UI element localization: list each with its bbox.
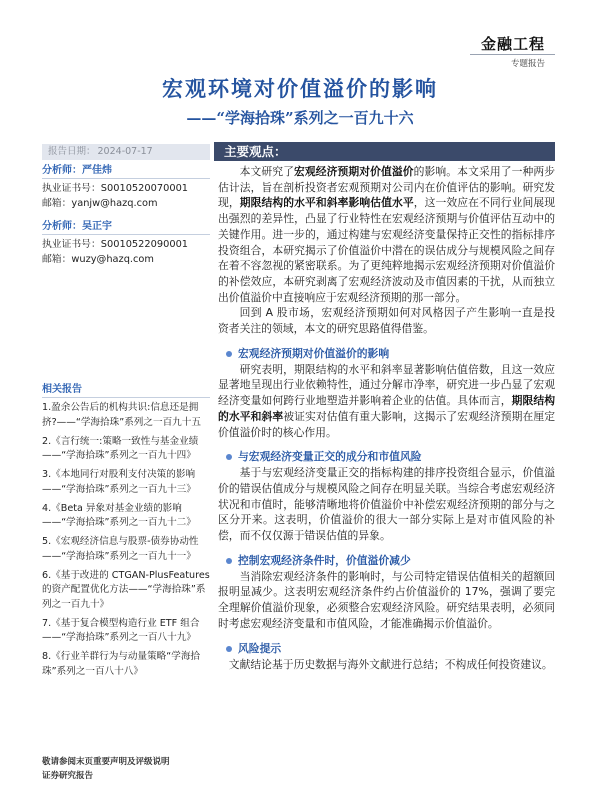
report-title: 宏观环境对价值溢价的影响 bbox=[162, 76, 438, 101]
analyst-label: 分析师： bbox=[42, 165, 82, 176]
risk-title: 风险提示 bbox=[238, 641, 282, 655]
related-report-item: 6.《基于改进的 CTGAN-PlusFeatures 的资产配置优化方法——“学海拾珠”系列之一百九十》 bbox=[42, 569, 210, 610]
report-date-bar bbox=[42, 144, 210, 160]
related-report-item: 4.《Beta 异象对基金业绩的影响——“学海拾珠”系列之一百九十二》 bbox=[42, 502, 196, 528]
section-paragraph bbox=[218, 569, 555, 632]
email-label: 邮箱： bbox=[42, 198, 72, 209]
section-text: 基于与宏观经济变量正交的指标构建的排序投资组合显示，价值溢价的错误估值成分与规模风险之间存在明显关联。当综合考虑宏观经济状况和市值时，能够清晰地将价值溢价中补偿宏观经济预期的部分与之区分开来。这表明，价值溢价的很大一部分实际上是对市值风险的补偿，而不仅仅源于错误估值的异象。 bbox=[218, 466, 555, 543]
certificate-row bbox=[42, 181, 210, 196]
summary-text: ，这一效应在不同行业间展现出强烈的差异性，凸显了行业特性在宏观经济预期与价值评估互动中的关键作用。进一步的，通过构建与宏观经济变量保持正交性的指标排序投资组合，本研究揭示了价值溢价中潜在的误估成分与规模风险之间存在着不容忽视的紧密联系。为了更纯粹地揭示宏观经济预期对价值溢价的补偿效应，本研究剥离了宏观经济波动及市值因素的干扰，从而独立出价值溢价中直接响应于宏观经济预期的那一部分。 bbox=[218, 196, 556, 304]
email-row bbox=[42, 252, 210, 267]
page-footer bbox=[42, 755, 170, 783]
summary-text: 本文研究了 bbox=[239, 165, 294, 178]
key-points-body bbox=[218, 164, 555, 672]
section-title-text: 控制宏观经济条件时，价值溢价减少 bbox=[238, 553, 411, 567]
report-subtitle: ——“学海拾珠”系列之一百九十六 bbox=[186, 109, 414, 127]
bullet-icon bbox=[226, 351, 232, 357]
analyst-card bbox=[42, 219, 210, 267]
certificate-label: 执业证书号： bbox=[42, 183, 101, 194]
certificate-row bbox=[42, 237, 210, 252]
section-paragraph bbox=[218, 465, 555, 544]
related-reports-title: 相关报告 bbox=[42, 382, 210, 398]
analyst-name-row bbox=[42, 219, 210, 235]
section-text: 当消除宏观经济条件的影响时，与公司特定错误估值相关的超额回报明显减少。这表明宏观经济条件约占价值溢价的 17%，强调了要完全理解价值溢价现象，必须整合宏观经济风险。研究结果表明，必须同时考虑宏观经济变量和市值风险，才能准确揭示价值溢价。 bbox=[218, 569, 555, 630]
certificate-number: S0010520070001 bbox=[100, 183, 189, 194]
section-text: 研究表明，期限结构的水平和斜率显著影响估值倍数，且这一效应显著地呈现出行业依赖特性，通过分解市净率，研究进一步凸显了宏观经济变量如何跨行业地塑造并影响着企业的估值。具体而言， bbox=[218, 362, 555, 408]
brand-label: 金融工程 bbox=[480, 35, 545, 53]
summary-paragraph bbox=[218, 164, 555, 305]
document-type-label: 证券研究报告 bbox=[42, 771, 94, 781]
header-divider bbox=[470, 54, 555, 55]
email-address: wuzy@hazq.com bbox=[71, 254, 154, 265]
disclaimer-note: 敬请参阅末页重要声明及评级说明 bbox=[42, 757, 170, 767]
related-report-item: 3.《本地同行对股利支付决策的影响——“学海拾珠”系列之一百九十三》 bbox=[42, 469, 196, 495]
summary-paragraph bbox=[218, 305, 555, 336]
report-type-label: 专题报告 bbox=[510, 59, 545, 69]
analyst-name: 严佳炜 bbox=[82, 165, 112, 176]
key-point-section bbox=[218, 553, 555, 632]
section-heading bbox=[218, 641, 555, 657]
risk-section bbox=[218, 641, 555, 673]
analyst-name: 吴正宇 bbox=[82, 221, 112, 232]
key-point-section bbox=[218, 346, 555, 441]
related-reports-list bbox=[42, 401, 210, 679]
bullet-icon bbox=[226, 454, 232, 460]
section-emphasis: 期限结构的水平和斜率 bbox=[218, 394, 556, 423]
summary-emphasis: 期限结构的水平和斜率影响估值水平 bbox=[239, 196, 414, 210]
report-date-label: 报告日期： bbox=[48, 146, 96, 157]
report-date-value: 2024-07-17 bbox=[97, 146, 153, 157]
analyst-label: 分析师： bbox=[42, 221, 82, 232]
section-title-text: 与宏观经济变量正交的成分和市值风险 bbox=[238, 450, 422, 464]
related-report-item: 5.《宏观经济信息与股票-债券协动性——“学海拾珠”系列之一百九十一》 bbox=[42, 536, 199, 562]
bullet-icon bbox=[226, 646, 232, 652]
analyst-panel bbox=[42, 163, 210, 275]
email-address: yanjw@hazq.com bbox=[71, 198, 158, 209]
key-points-title: 主要观点： bbox=[224, 144, 287, 159]
summary-emphasis: 宏观经济预期对价值溢价 bbox=[294, 165, 414, 178]
section-heading bbox=[218, 553, 555, 569]
section-text: 被证实对估值有重大影响，这揭示了宏观经济预期在厘定价值溢价时的核心作用。 bbox=[218, 409, 556, 439]
analyst-card bbox=[42, 163, 210, 211]
risk-paragraph bbox=[218, 657, 555, 673]
analyst-name-row bbox=[42, 163, 210, 179]
related-report-item: 7.《基于复合模型构造行业 ETF 组合——“学海拾珠”系列之一百八十九》 bbox=[42, 617, 200, 643]
related-report-item: 8.《行业羊群行为与动量策略“学海拾珠”系列之一百八十八》 bbox=[42, 651, 201, 677]
bullet-icon bbox=[226, 558, 232, 564]
summary-text: 的影响。本文采用了一种两步估计法，旨在剖析投资者宏观预期对公司内在价值评估的影响。研究发现， bbox=[218, 165, 556, 210]
section-heading bbox=[218, 346, 555, 362]
section-title-text: 宏观经济预期对价值溢价的影响 bbox=[238, 346, 390, 360]
email-row bbox=[42, 196, 210, 211]
key-point-section bbox=[218, 449, 555, 544]
certificate-number: S0010522090001 bbox=[100, 239, 189, 250]
section-heading bbox=[218, 449, 555, 465]
certificate-label: 执业证书号： bbox=[42, 239, 101, 250]
related-report-item: 2.《言行统一:策略一致性与基金业绩——“学海拾珠”系列之一百九十四》 bbox=[42, 435, 199, 461]
summary-text: 回到 A 股市场，宏观经济预期如何对风格因子产生影响一直是投资者关注的领域，本文的研究思路值得借鉴。 bbox=[218, 306, 555, 336]
related-reports bbox=[42, 382, 210, 684]
key-points-header bbox=[214, 142, 555, 161]
email-label: 邮箱： bbox=[42, 254, 72, 265]
section-paragraph bbox=[218, 362, 555, 441]
risk-text: 文献结论基于历史数据与海外文献进行总结；不构成任何投资建议。 bbox=[228, 657, 553, 671]
related-report-item: 1.盈余公告后的机构共识:信息还是拥挤?——“学海拾珠”系列之一百九十五 bbox=[42, 402, 201, 428]
